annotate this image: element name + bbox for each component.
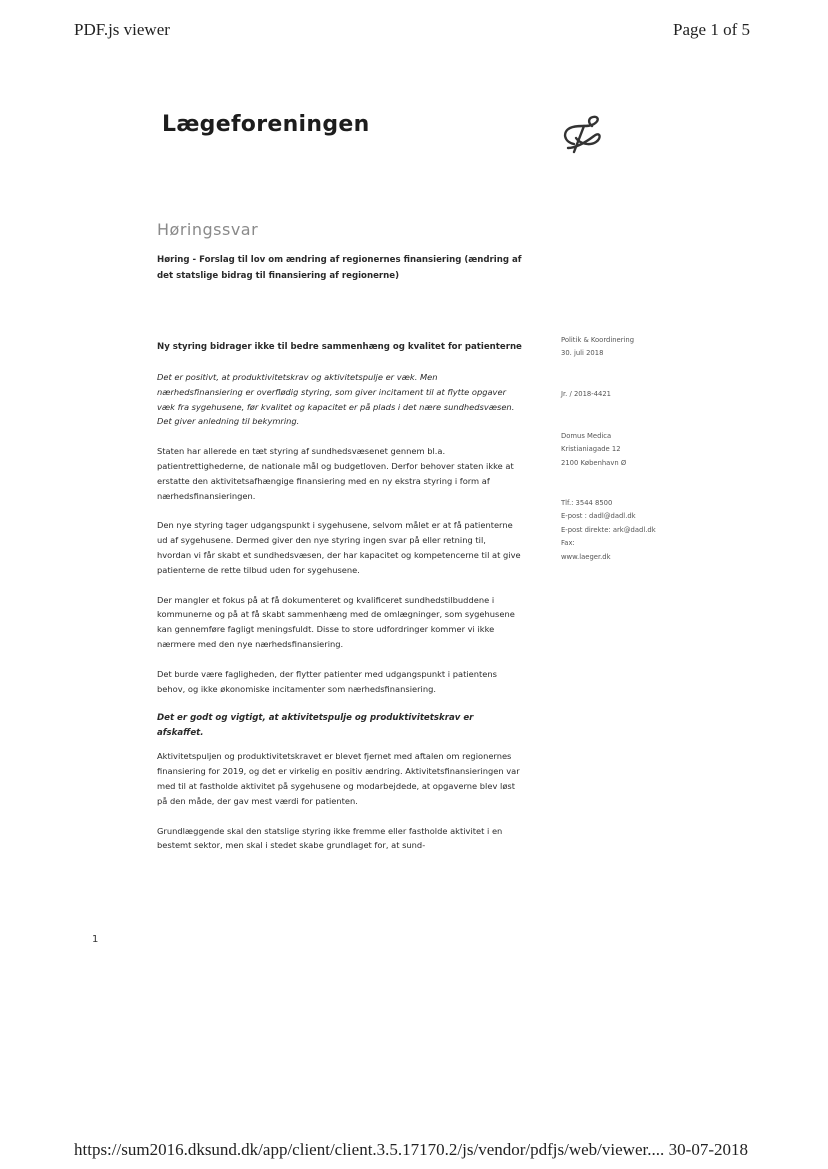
body-paragraph: Aktivitetspuljen og produktivitetskravet er blevet fjernet med aftalen om regionernes finansiering for 2019, og det er virkelig en positiv ændring. Aktivitetsfinansieringen var med til at fastholde aktivitet på sygehusene og modarbejdede, at opgaverne blev løst på den måde, der gav mest værdi for patienten.	[157, 751, 520, 806]
body-paragraph: Der mangler et fokus på at få dokumenteret og kvalificeret sundhedstilbuddene i kommunerne og på at få skabt sammenhæng med de omlægninger, som sygehusene kan gennemføre fagligt meningsfuldt. Disse to store udfordringer kommer vi ikke nærmere med den nye nærhedsfinansiering.	[157, 594, 515, 649]
page-number: 1	[92, 934, 99, 945]
page-indicator: Page 1 of 5	[673, 20, 750, 39]
address-line: Kristianiagade 12	[561, 445, 621, 454]
document-body	[157, 340, 522, 868]
section-subheading: Det er godt og vigtigt, at aktivitetspulje og produktivitetskrav er afskaffet.	[157, 713, 474, 739]
viewer-title: PDF.js viewer	[74, 20, 170, 39]
section-heading: Ny styring bidrager ikke til bedre sammenhæng og kvalitet for patienterne	[157, 342, 522, 352]
document-subject: Høring - Forslag til lov om ændring af regionernes finansiering (ændring af det statslige bidrag til finansiering af regionerne)	[157, 255, 522, 281]
footer-url: https://sum2016.dksund.dk/app/client/client.3.5.17170.2/js/vendor/pdfjs/web/viewer....	[74, 1140, 665, 1159]
sidebar-phone: Tlf.: 3544 8500	[561, 499, 613, 507]
address-line: Domus Medica	[561, 432, 612, 440]
body-paragraph: Grundlæggende skal den statslige styring ikke fremme eller fastholde aktivitet i en bestemt sektor, men skal i stedet skabe grundlaget for, at sund-	[157, 825, 503, 851]
sidebar-address	[561, 430, 626, 470]
sidebar-web[interactable]: www.laeger.dk	[561, 552, 611, 561]
sidebar-email-direct[interactable]: E-post direkte: ark@dadl.dk	[561, 525, 656, 534]
body-paragraph: Det burde være fagligheden, der flytter patienter med udgangspunkt i patientens behov, og ikke økonomiske incitamenter som nærhedsfinansiering.	[157, 668, 497, 694]
intro-paragraph: Det er positivt, at produktivitetskrav og aktivitetspulje er væk. Men nærhedsfinansiering er overflødig styring, som giver incitament til at flytte opgaver væk fra sygehusene, før kvalitet og kapacitet er på plads i det nære sundhedsvæsen. Det giver anledning til bekymring.	[157, 372, 515, 427]
sidebar-meta	[561, 334, 634, 361]
sidebar-date: 30. juli 2018	[561, 349, 604, 358]
sidebar-journal: Jr. / 2018-4421	[561, 390, 611, 398]
address-line: 2100 København Ø	[561, 458, 627, 467]
body-paragraph: Den nye styring tager udgangspunkt i sygehusene, selvom målet er at få patienterne ud af sygehusene. Dermed giver den nye styring ingen svar på eller retning til, hvordan vi får skabt et sundhedsvæsen, der har kapacitet og kompetencerne til at give patienterne de rette tilbud uden for sygehusene.	[157, 520, 521, 575]
sidebar-contact	[561, 497, 656, 564]
document-type-title: Høringssvar	[157, 220, 259, 239]
footer-date: 30-07-2018	[668, 1140, 748, 1159]
sidebar-department: Politik & Koordinering	[561, 336, 635, 344]
sidebar-fax: Fax:	[561, 539, 575, 548]
staff-of-asclepius-icon	[560, 114, 606, 154]
body-paragraph: Staten har allerede en tæt styring af sundhedsvæsenet gennem bl.a. patientrettighederne, de nationale mål og budgetloven. Derfor behover staten ikke at erstatte den aktivitetsafhængige finansiering med en ny ekstra styring i form af nærhedsfinansieringen.	[157, 446, 514, 501]
organization-logo-text: Lægeforeningen	[162, 112, 370, 137]
sidebar-journal-block	[561, 388, 611, 401]
sidebar-email[interactable]: E-post : dadl@dadl.dk	[561, 512, 636, 521]
